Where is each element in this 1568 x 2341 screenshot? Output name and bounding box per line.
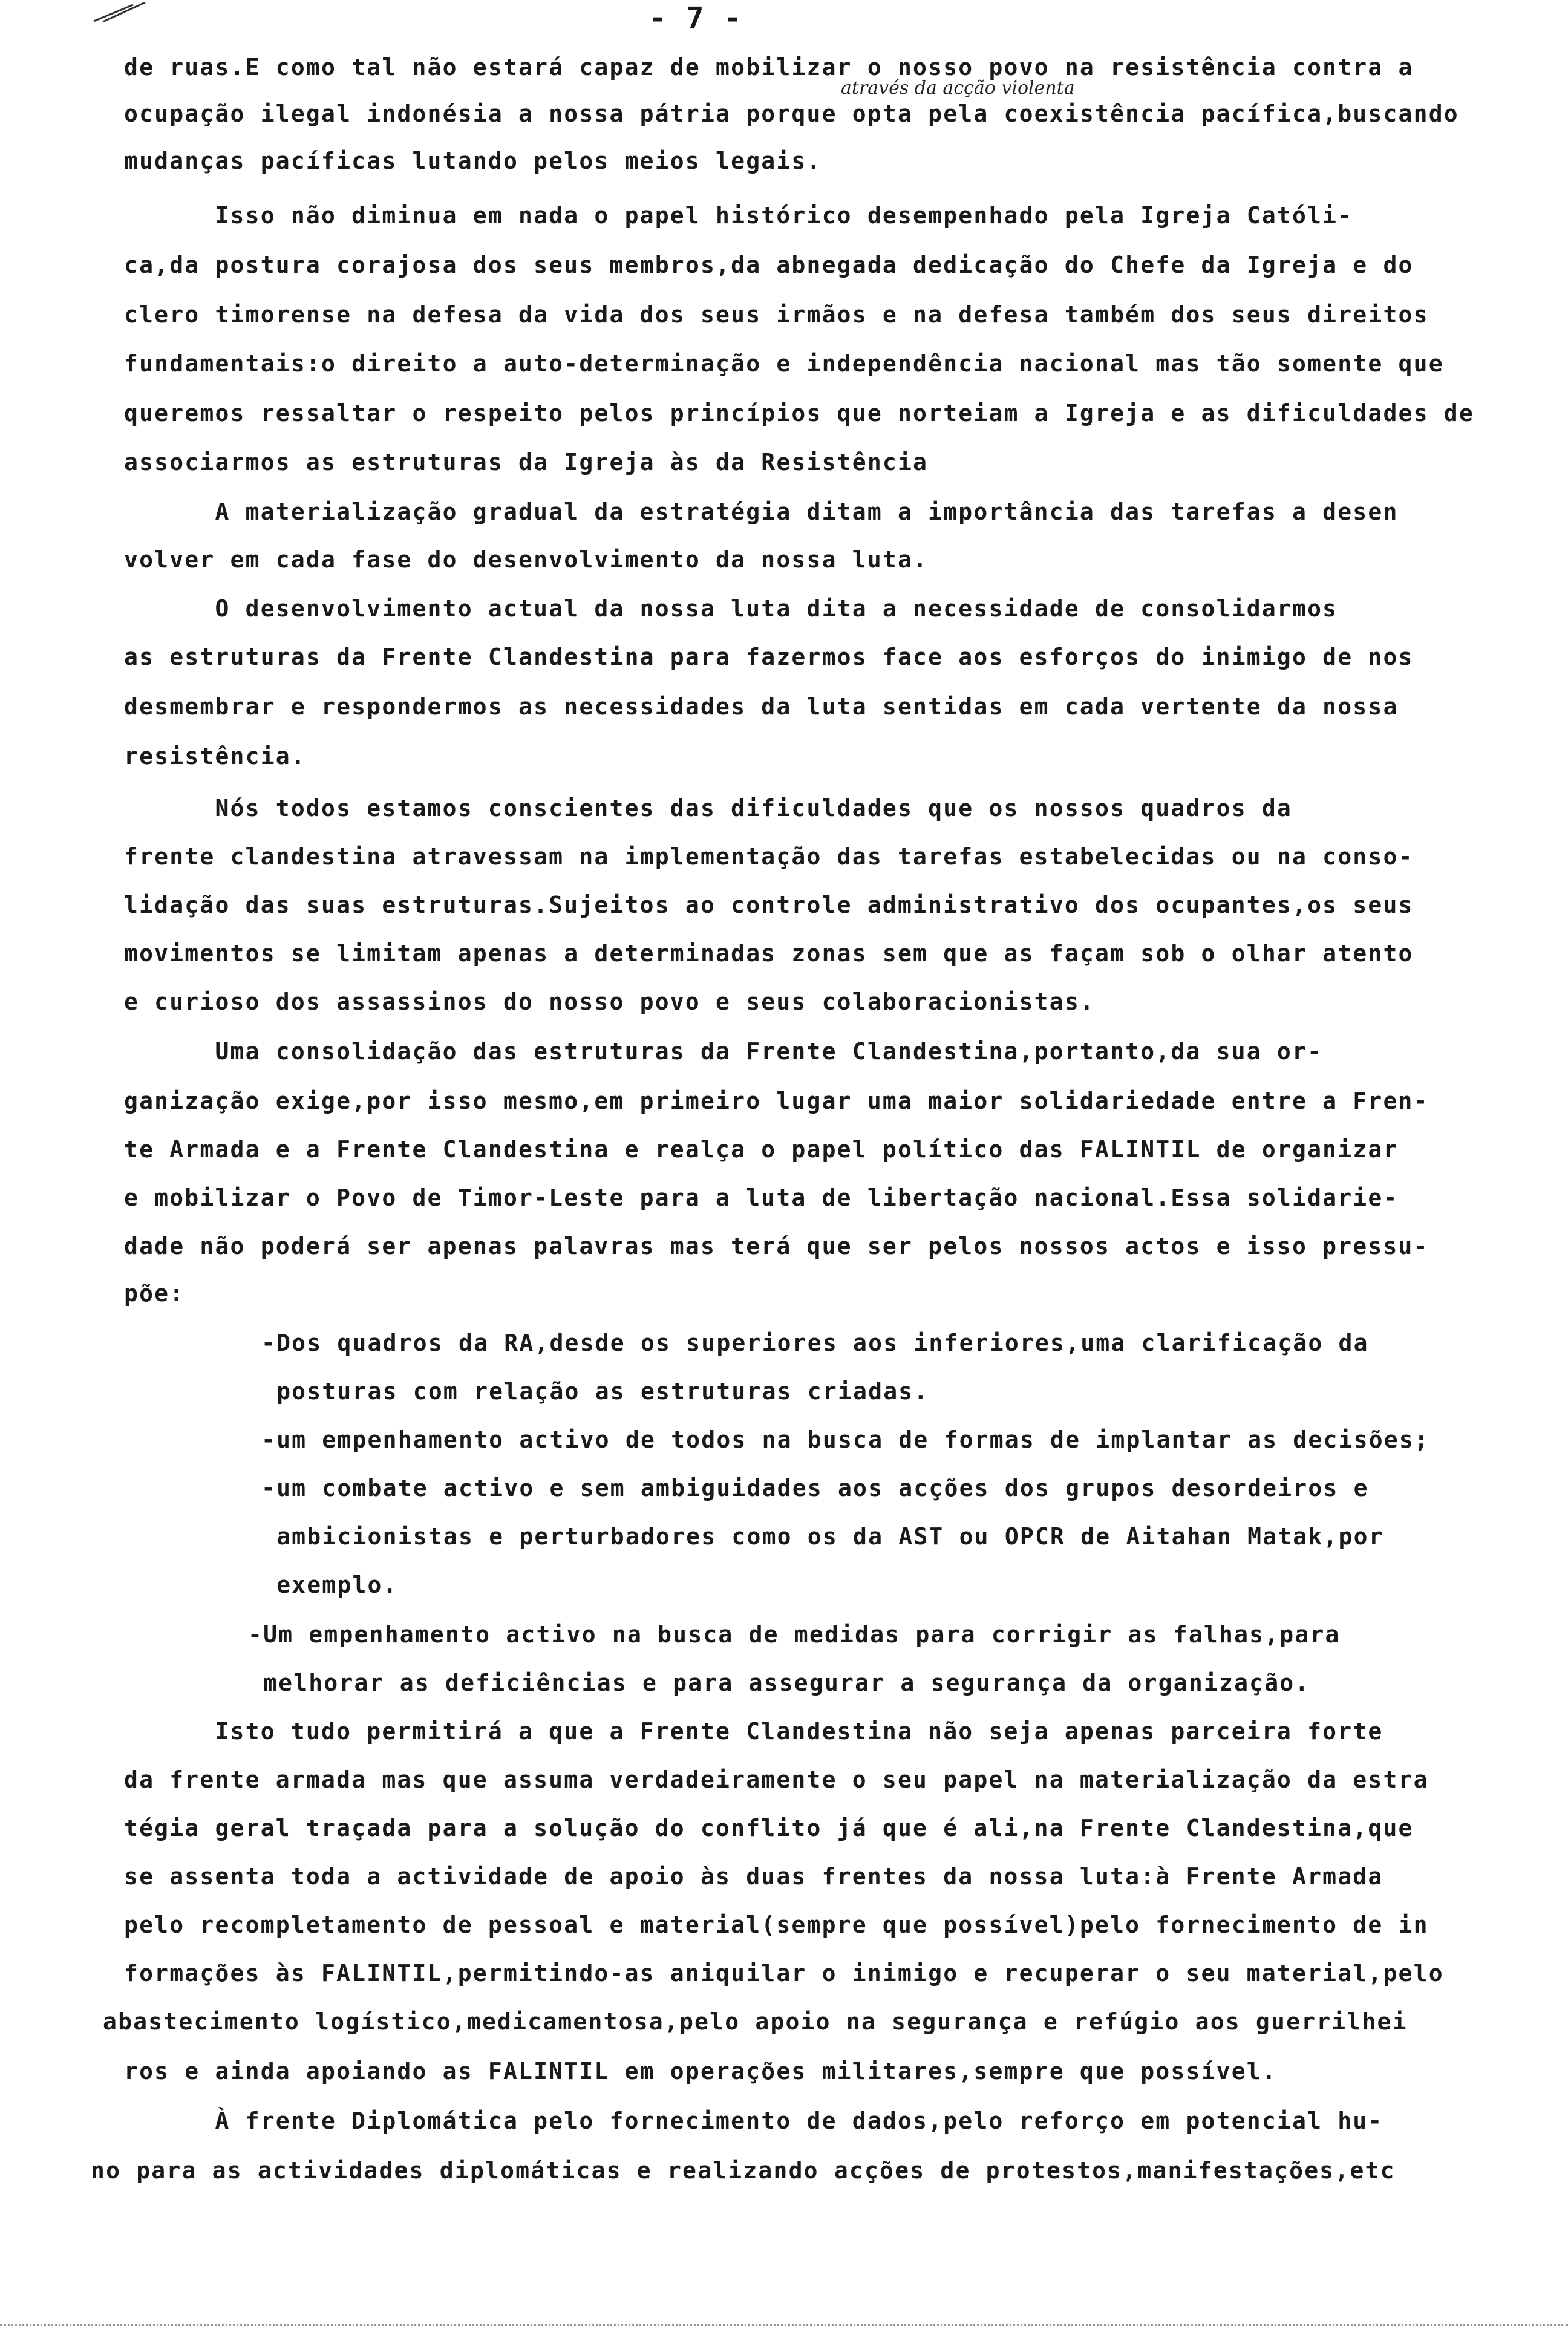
page-number: - 7 -	[648, 1, 743, 35]
text-line: lidação das suas estruturas.Sujeitos ao controle administrativo dos ocupantes,os seus	[124, 892, 1414, 918]
text-line: associarmos as estruturas da Igreja às da Resistência	[124, 449, 929, 475]
pen-stroke-mark	[91, 0, 163, 24]
text-line: abastecimento logístico,medicamentosa,pelo apoio na segurança e refúgio aos guerrilhei	[103, 2008, 1408, 2035]
text-line: e mobilizar o Povo de Timor-Leste para a luta de libertação nacional.Essa solidarie-	[124, 1184, 1399, 1211]
list-item: -Um empenhamento activo na busca de medidas para corrigir as falhas,para	[248, 1621, 1341, 1648]
text-line: ocupação ilegal indonésia a nossa pátria porque opta pela coexistência pacífica,buscando	[124, 100, 1459, 127]
text-line: de ruas.E como tal não estará capaz de mobilizar o nosso povo na resistência contra a	[124, 54, 1414, 80]
text-line: e curioso dos assassinos do nosso povo e seus colaboracionistas.	[124, 988, 1095, 1015]
text-line: mudanças pacíficas lutando pelos meios legais.	[124, 148, 822, 174]
text-line: frente clandestina atravessam na implementação das tarefas estabelecidas ou na conso-	[124, 843, 1414, 870]
text-line: as estruturas da Frente Clandestina para fazermos face aos esforços do inimigo de nos	[124, 644, 1414, 670]
text-line: clero timorense na defesa da vida dos seus irmãos e na defesa também dos seus direitos	[124, 301, 1429, 328]
text-line: ros e ainda apoiando as FALINTIL em operações militares,sempre que possível.	[124, 2058, 1277, 2085]
text-line: desmembrar e respondermos as necessidades da luta sentidas em cada vertente da nossa	[124, 693, 1399, 720]
text-line: pelo recompletamento de pessoal e material(sempre que possível)pelo fornecimento de in	[124, 1912, 1429, 1938]
text-line: queremos ressaltar o respeito pelos princípios que norteiam a Igreja e as dificuldades de	[124, 400, 1474, 426]
text-line: ca,da postura corajosa dos seus membros,da abnegada dedicação do Chefe da Igreja e do	[124, 252, 1414, 278]
text-line: O desenvolvimento actual da nossa luta dita a necessidade de consolidarmos	[124, 595, 1338, 622]
text-line: A materialização gradual da estratégia ditam a importância das tarefas a desen	[124, 498, 1399, 525]
text-line: se assenta toda a actividade de apoio às duas frentes da nossa luta:à Frente Armada	[124, 1863, 1383, 1890]
text-line: Isto tudo permitirá a que a Frente Clandestina não seja apenas parceira forte	[124, 1718, 1383, 1745]
text-line: dade não poderá ser apenas palavras mas terá que ser pelos nossos actos e isso pressu-	[124, 1233, 1429, 1259]
list-item: -um combate activo e sem ambiguidades aos acções dos grupos desordeiros e	[261, 1475, 1369, 1501]
list-item: posturas com relação as estruturas criadas.	[261, 1378, 929, 1405]
text-line: resistência.	[124, 743, 306, 769]
text-line: Isso não diminua em nada o papel histórico desempenhado pela Igreja Católi-	[124, 202, 1353, 229]
handwritten-insertion: através da acção violenta	[841, 77, 1075, 99]
text-line: formações às FALINTIL,permitindo-as aniquilar o inimigo e recuperar o seu material,pelo	[124, 1960, 1444, 1987]
list-item: -Dos quadros da RA,desde os superiores aos inferiores,uma clarificação da	[261, 1330, 1369, 1356]
text-line: À frente Diplomática pelo fornecimento de dados,pelo reforço em potencial hu-	[124, 2108, 1383, 2134]
text-line: fundamentais:o direito a auto-determinação e independência nacional mas tão somente que	[124, 350, 1444, 377]
list-item: -um empenhamento activo de todos na busca de formas de implantar as decisões;	[261, 1426, 1430, 1453]
list-item: exemplo.	[261, 1572, 398, 1598]
text-line: põe:	[124, 1280, 185, 1307]
text-line: no para as actividades diplomáticas e realizando acções de protestos,manifestações,etc	[91, 2157, 1396, 2184]
list-item: melhorar as deficiências e para assegurar a segurança da organização.	[248, 1670, 1310, 1696]
text-line: tégia geral traçada para a solução do conflito já que é ali,na Frente Clandestina,que	[124, 1815, 1414, 1841]
text-line: movimentos se limitam apenas a determinadas zonas sem que as façam sob o olhar atento	[124, 940, 1414, 967]
text-line: ganização exige,por isso mesmo,em primeiro lugar uma maior solidariedade entre a Fren-	[124, 1088, 1429, 1114]
text-line: volver em cada fase do desenvolvimento da nossa luta.	[124, 546, 929, 573]
scan-edge-dots	[0, 2324, 1568, 2326]
text-line: te Armada e a Frente Clandestina e realça o papel político das FALINTIL de organizar	[124, 1136, 1399, 1163]
text-line: Uma consolidação das estruturas da Frente Clandestina,portanto,da sua or-	[124, 1038, 1323, 1065]
list-item: ambicionistas e perturbadores como os da AST ou OPCR de Aitahan Matak,por	[261, 1523, 1384, 1550]
text-line: Nós todos estamos conscientes das dificuldades que os nossos quadros da	[124, 795, 1293, 821]
text-line: da frente armada mas que assuma verdadeiramente o seu papel na materialização da estra	[124, 1766, 1429, 1793]
